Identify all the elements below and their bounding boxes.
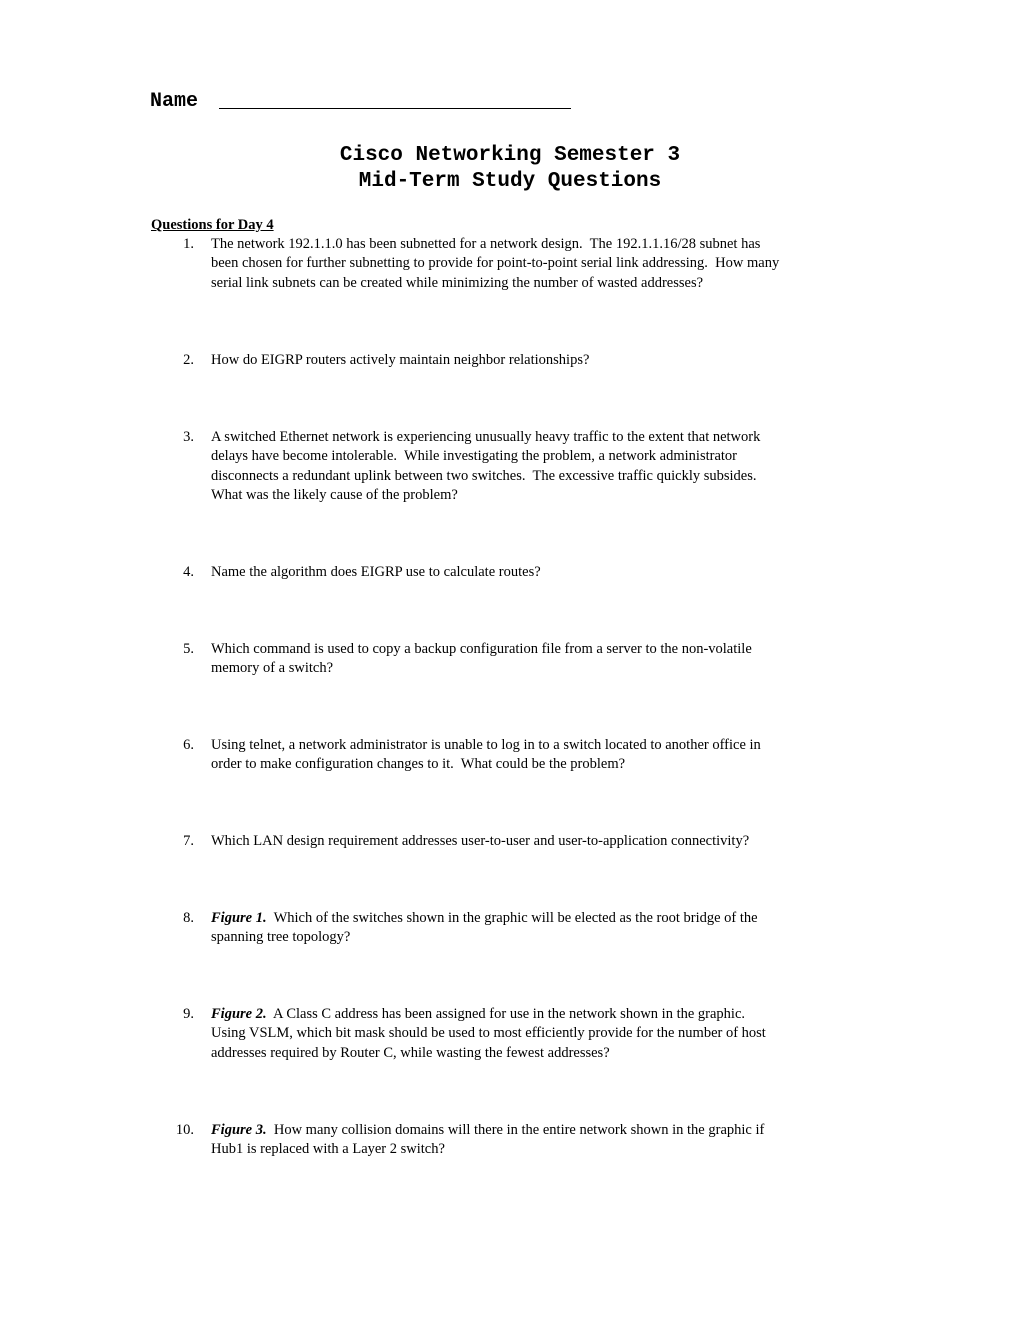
question-line [211,351,891,370]
question-line [211,755,891,774]
question-line [211,447,891,466]
question-number: 5. [183,641,194,657]
question-line [211,428,891,447]
question-line-text: delays have become intolerable. While investigating the problem, a network administrator [211,448,738,465]
question-number: 3. [183,429,194,445]
question-line-text: What was the likely cause of the problem? [211,487,458,504]
question-line [211,640,891,659]
question-line [211,254,891,273]
question-line-text: How do EIGRP routers actively maintain neighbor relationships? [211,352,590,368]
document-subtitle: Mid-Term Study Questions [358,170,662,193]
question-line-text: Which of the switches shown in the graphic will be elected as the root bridge of the [266,910,758,926]
question-line [211,1005,891,1024]
figure-reference: Figure 1. [211,910,267,926]
question-line [211,1044,891,1063]
question-line [211,928,891,947]
question-line [211,659,891,678]
question-line-text: been chosen for further subnetting to provide for point-to-point serial link addressing. How many [211,255,780,272]
question-line-text: addresses required by Router C, while wasting the fewest addresses? [211,1044,610,1061]
question-text [211,351,891,370]
question-line [211,1121,891,1140]
question-line-text: A switched Ethernet network is experiencing unusually heavy traffic to the extent that network [211,429,761,445]
question-line [211,1140,891,1159]
question-text [211,736,891,775]
question-number: 6. [183,737,194,753]
question-text [211,640,891,679]
question-number: 10. [175,1122,194,1138]
question-number: 1. [183,236,194,252]
question-number: 4. [183,564,194,580]
question-line [211,467,891,486]
question-text [211,563,891,582]
question-number: 9. [183,1006,194,1022]
question-text [211,832,891,851]
question-number: 8. [183,910,194,926]
question-line [211,486,891,505]
question-line-text: A Class C address has been assigned for use in the network shown in the graphic. [266,1006,746,1022]
question-line [211,832,891,851]
question-line-text: Which LAN design requirement addresses user-to-user and user-to-application connectivity? [211,833,750,849]
question-number: 2. [183,352,194,368]
figure-reference: Figure 2. [211,1006,267,1022]
question-line [211,235,891,254]
question-line-text: memory of a switch? [211,660,334,677]
question-line-text: spanning tree topology? [211,929,351,946]
question-line [211,909,891,928]
question-line [211,736,891,755]
question-line-text: How many collision domains will there in the entire network shown in the graphic if [266,1122,765,1138]
name-label: Name [150,90,199,113]
name-blank-line[interactable] [219,108,571,109]
question-line-text: The network 192.1.1.0 has been subnetted for a network design. The 192.1.1.16/28 subnet has [211,236,761,252]
question-line-text: disconnects a redundant uplink between two switches. The excessive traffic quickly subsides. [211,467,757,484]
figure-reference: Figure 3. [211,1122,267,1138]
question-text [211,909,891,948]
question-line-text: Using VSLM, which bit mask should be used to most efficiently provide for the number of host [211,1025,766,1042]
question-number: 7. [183,833,194,849]
question-line-text: Which command is used to copy a backup configuration file from a server to the non-volatile [211,641,752,657]
question-line [211,1024,891,1043]
question-text [211,1005,891,1063]
question-text [211,235,891,293]
question-text [211,428,891,506]
document-title: Cisco Networking Semester 3 [339,144,681,167]
question-line-text: order to make configuration changes to it. What could be the problem? [211,756,626,773]
question-line-text: Using telnet, a network administrator is unable to log in to a switch located to another office in [211,737,761,753]
question-line-text: Name the algorithm does EIGRP use to calculate routes? [211,564,541,580]
section-heading: Questions for Day 4 [151,217,274,233]
question-line [211,563,891,582]
question-line-text: Hub1 is replaced with a Layer 2 switch? [211,1141,445,1158]
question-line [211,274,891,293]
question-text [211,1121,891,1160]
question-line-text: serial link subnets can be created while minimizing the number of wasted addresses? [211,274,704,291]
